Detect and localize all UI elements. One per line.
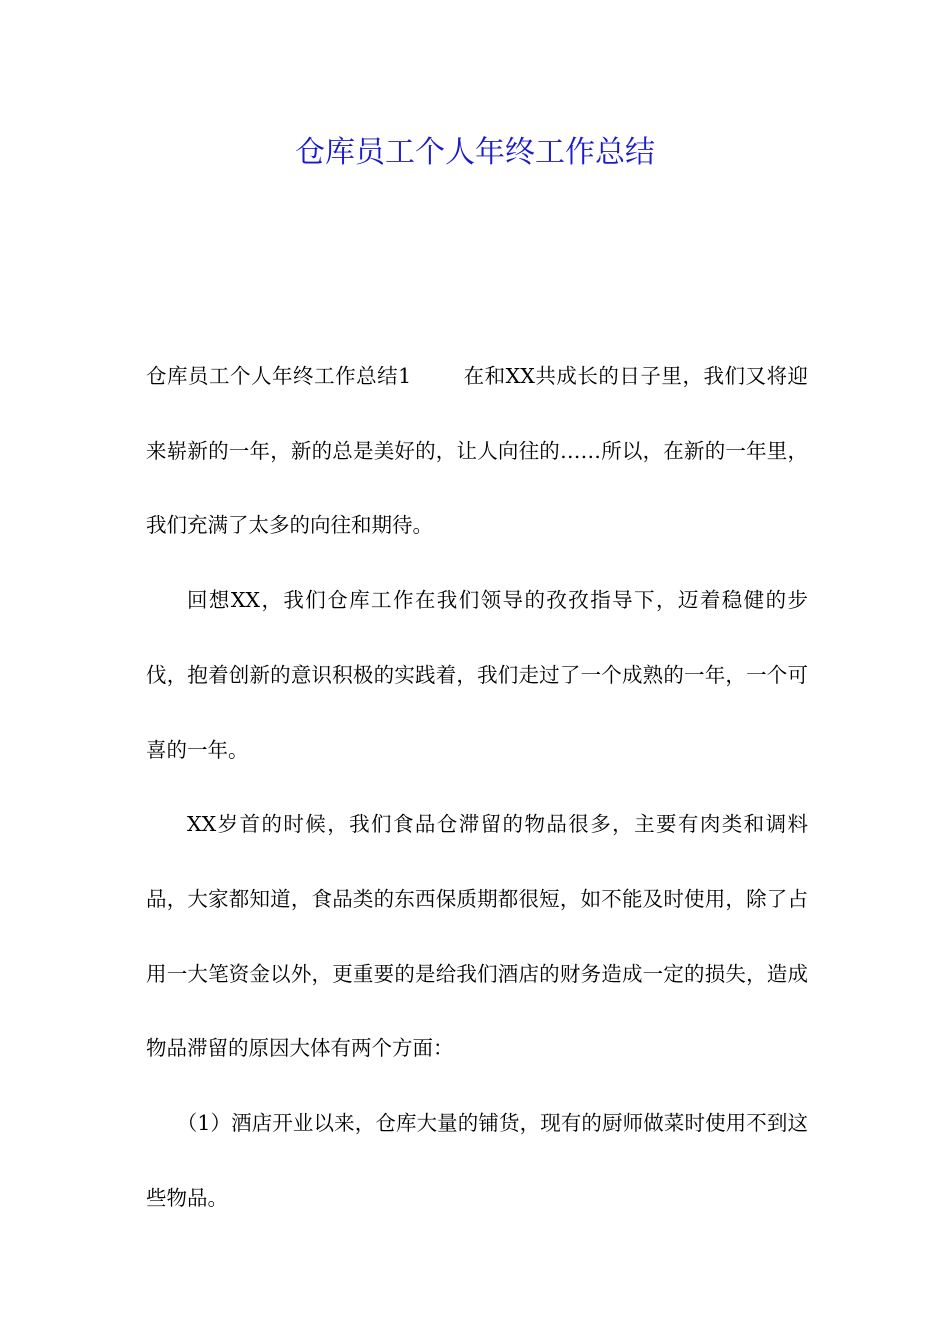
section-heading: 仓库员工个人年终工作总结1 [146,364,412,388]
paragraph-2: 回想XX，我们仓库工作在我们领导的孜孜指导下，迈着稳健的步伐，抱着创新的意识积极的实践着，我们走过了一个成熟的一年，一个可喜的一年。 [146,588,808,762]
document-body [146,339,808,1235]
paragraph-4: （1）酒店开业以来，仓库大量的铺货，现有的厨师做菜时使用不到这些物品。 [146,1111,808,1210]
paragraph-3: XX岁首的时候，我们食品仓滞留的物品很多，主要有肉类和调料品，大家都知道，食品类的东西保质期都很短，如不能及时使用，除了占用一大笔资金以外，更重要的是给我们酒店的财务造成一定的损失，造成物品滞留的原因大体有两个方面： [146,812,808,1061]
paragraph-1-text: 在和XX共成长的日子里，我们又将迎来崭新的一年，新的总是美好的，让人向往的……所以，在新的一年里，我们充满了太多的向往和期待。 [146,364,808,538]
paragraph-1 [146,339,808,563]
document-title: 仓库员工个人年终工作总结 [295,135,655,170]
